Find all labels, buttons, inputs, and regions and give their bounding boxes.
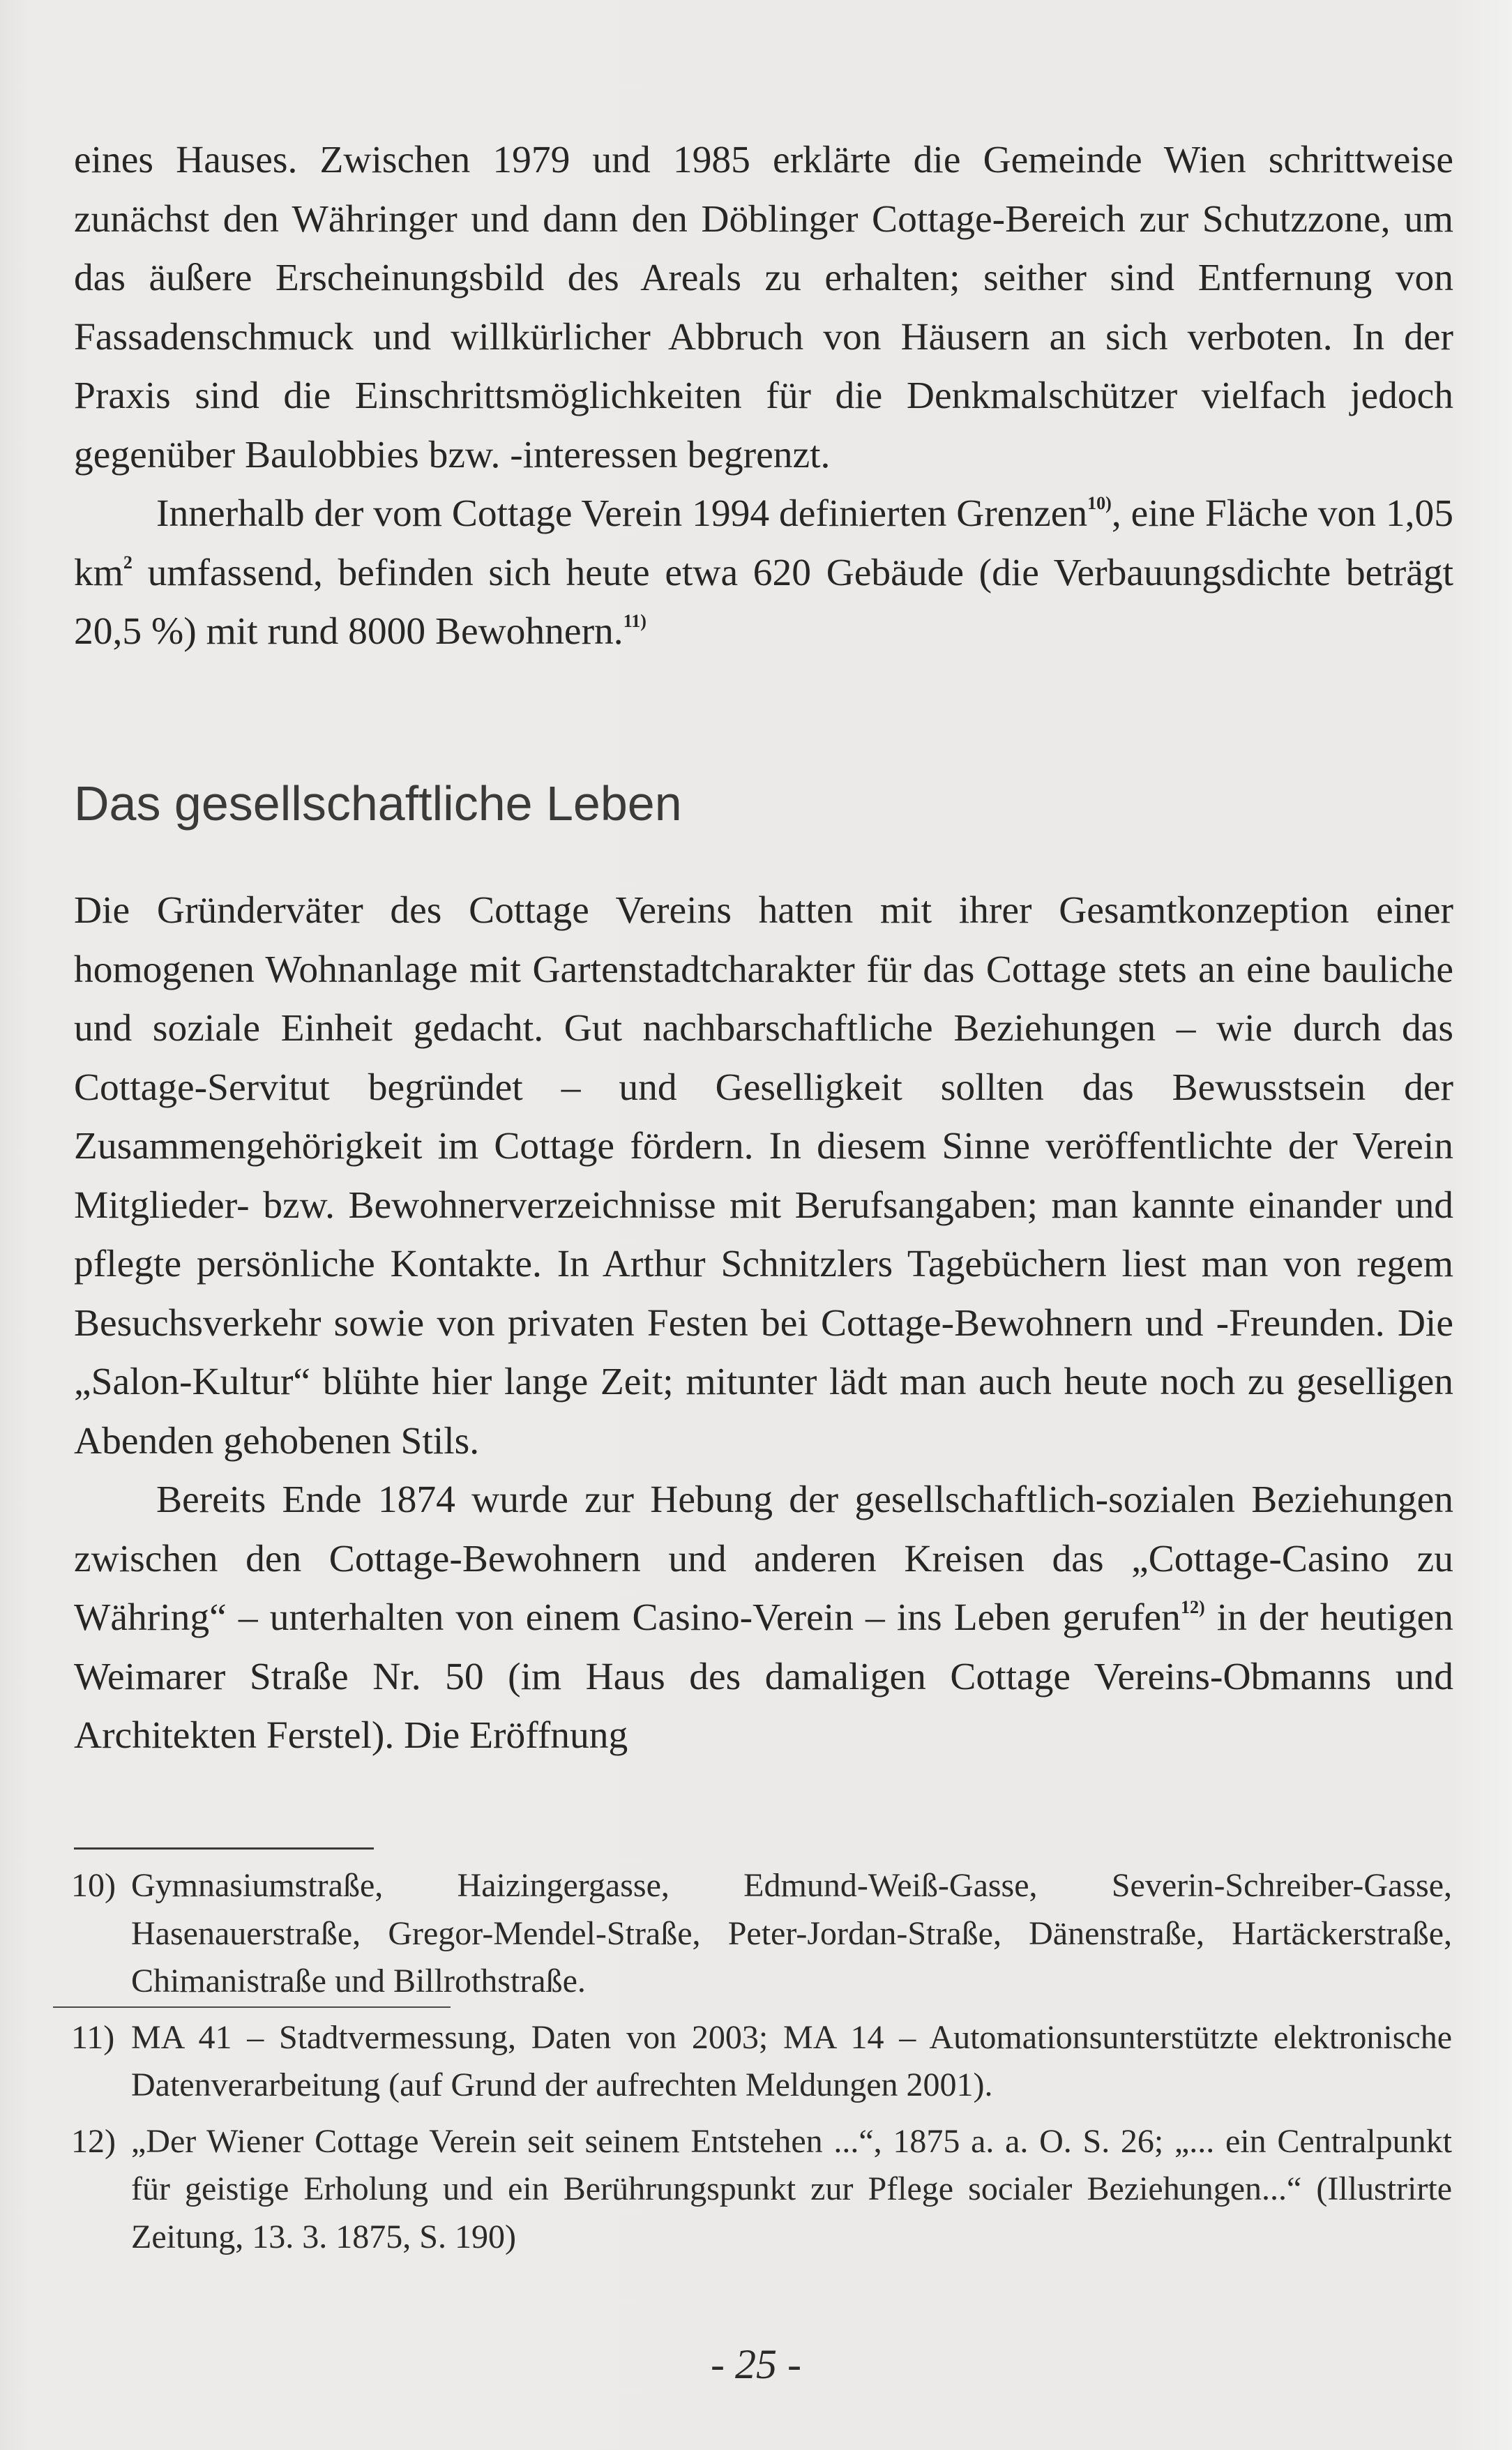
footnote-text: „Der Wiener Cottage Verein seit seinem Entstehen ...“, 1875 a. a. O. S. 26; „... ein Centralpunkt für geistige Erholung und ein Berührungspunkt zur Pflege socialer Beziehungen...“ (Illustrirte Zeitung, 13. 3. 1875, S. 190) [131, 2122, 1452, 2255]
underline-mark [53, 2006, 451, 2008]
footnote-ref-10[interactable]: 10) [1087, 493, 1112, 513]
top-text-block [74, 131, 1453, 662]
footnote-10 [71, 1862, 1452, 2006]
paragraph-text: , eine Fläche von 1,05 km [74, 492, 1453, 594]
footnotes [71, 1862, 1452, 2269]
footnote-12 [71, 2118, 1452, 2262]
section-heading: Das gesellschaftliche Leben [74, 776, 682, 831]
footnote-number: 10) [71, 1867, 116, 1904]
paragraph-text: umfassend, befinden sich heute etwa 620 Gebäude (die Verbauungsdichte beträgt 20,5 %) mit rund 8000 Bewohnern. [74, 551, 1453, 653]
page-number: - 25 - [711, 2341, 801, 2387]
footnote-text: Gymnasiumstraße, Haizingergasse, Edmund-Weiß-Gasse, Severin-Schreiber-Gasse, Hasenauerstraße, Gregor-Mendel-Straße, Peter-Jordan-Straße, Dänenstraße, Hartäckerstraße, Chimanistraße und Billrothstraße. [131, 1867, 1452, 1999]
paragraph-cottage-area [74, 485, 1453, 662]
paragraph-text: Innerhalb der vom Cottage Verein 1994 definierten Grenzen [156, 492, 1088, 535]
superscript-squared: 2 [123, 552, 133, 573]
footnote-11 [71, 2014, 1452, 2110]
footnote-divider [74, 1847, 374, 1850]
paragraph-continuation: eines Hauses. Zwischen 1979 und 1985 erklärte die Gemeinde Wien schrittweise zunächst den Währinger und dann den Döblinger Cottage-Bereich zur Schutzzone, um das äußere Erscheinungsbild des Areals zu erhalten; seither sind Entfernung von Fassadenschmuck und willkürlicher Abbruch von Häusern an sich verboten. In der Praxis sind die Einschrittsmöglichkeiten für die Denkmalschützer vielfach jedoch gegenüber Baulobbies bzw. -interessen begrenzt. [74, 139, 1453, 476]
footnote-ref-12[interactable]: 12) [1180, 1597, 1205, 1617]
footnote-number: 11) [71, 2018, 115, 2056]
section-text-block [74, 882, 1453, 1766]
footnote-ref-11[interactable]: 11) [623, 611, 647, 631]
paragraph-text: Bereits Ende 1874 wurde zur Hebung der gesellschaftlich-sozialen Beziehungen zwischen den Cottage-Bewohnern und anderen Kreisen das „Cottage-Casino zu Währing“ – unterhalten von einem Casino-Verein – ins Leben gerufen [74, 1479, 1453, 1639]
paragraph-casino [74, 1471, 1453, 1766]
footnote-text: MA 41 – Stadtvermessung, Daten von 2003; MA 14 – Automationsunterstützte elektronische Datenverarbeitung (auf Grund der aufrechten Meldungen 2001). [131, 2018, 1452, 2103]
footnote-number: 12) [71, 2122, 116, 2160]
paragraph-text: in der heutigen Weimarer Straße Nr. 50 (im Haus des damaligen Cottage Vereins-Obmanns und Architekten Ferstel). Die Eröffnung [74, 1596, 1453, 1757]
paragraph-founders: Die Gründerväter des Cottage Vereins hatten mit ihrer Gesamtkonzeption einer homogenen Wohnanlage mit Gartenstadtcharakter für das Cottage stets an eine bauliche und soziale Einheit gedacht. Gut nachbarschaftliche Beziehungen – wie durch das Cottage-Servitut begründet – und Geselligkeit sollten das Bewusstsein der Zusammengehörigkeit im Cottage fördern. In diesem Sinne veröffentlichte der Verein Mitglieder- bzw. Bewohnerverzeichnisse mit Berufsangaben; man kannte einander und pflegte persönliche Kontakte. In Arthur Schnitzlers Tagebüchern liest man von regem Besuchsverkehr sowie von privaten Festen bei Cottage-Bewohnern und -Freunden. Die „Salon-Kultur“ blühte hier lange Zeit; mitunter lädt man auch heute noch zu geselligen Abenden gehobenen Stils. [74, 889, 1453, 1462]
